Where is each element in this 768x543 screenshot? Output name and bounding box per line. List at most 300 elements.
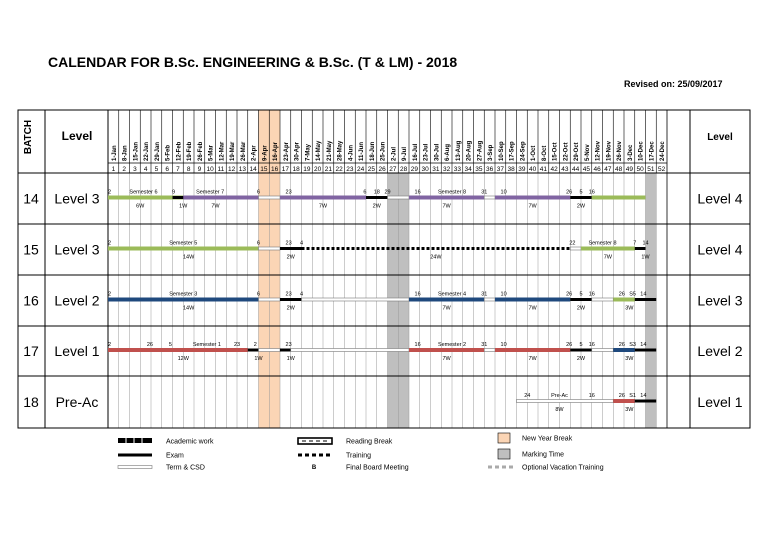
training-dash bbox=[552, 247, 555, 250]
training-dash bbox=[317, 247, 320, 250]
level-right: Level 4 bbox=[697, 190, 743, 207]
level-left: Level 3 bbox=[54, 241, 100, 258]
revised-date: Revised on: 25/09/2017 bbox=[624, 79, 723, 89]
term-bar bbox=[570, 247, 581, 250]
week-date-label: 28-May bbox=[337, 140, 344, 161]
legend-optional-dash bbox=[509, 466, 513, 469]
term-bar bbox=[291, 349, 409, 352]
week-date-label: 29-Oct bbox=[574, 142, 581, 161]
bar-label: 16 bbox=[588, 291, 595, 298]
week-date-label: 2-Apr bbox=[251, 145, 258, 161]
week-date-label: 1-Jan bbox=[111, 145, 118, 161]
bar-label: 26 bbox=[566, 342, 573, 348]
training-dash bbox=[302, 247, 305, 250]
bar-label: 29 bbox=[384, 189, 391, 196]
bar-label: 7W bbox=[442, 356, 451, 362]
exam-bar bbox=[280, 298, 302, 301]
training-dash bbox=[517, 247, 520, 250]
week-number-label: 5 bbox=[154, 166, 159, 173]
week-date-label: 20-Aug bbox=[466, 140, 473, 161]
week-date-label: 23-Jul bbox=[423, 143, 430, 161]
training-dash bbox=[412, 247, 415, 250]
legend-label: Exam bbox=[166, 452, 184, 460]
bar-label: 10 bbox=[500, 291, 507, 298]
level-header-left: Level bbox=[61, 129, 93, 143]
week-date-label: 19-Mar bbox=[230, 141, 237, 161]
bar-label: 26 bbox=[566, 189, 573, 196]
legend-label: Reading Break bbox=[346, 438, 393, 446]
week-number-label: 22 bbox=[335, 166, 343, 173]
bar-label: 2 bbox=[108, 291, 112, 298]
week-date-label: 3-Sep bbox=[488, 144, 495, 161]
exam-bar bbox=[635, 298, 657, 301]
training-dash bbox=[437, 247, 440, 250]
week-date-label: 9-Apr bbox=[262, 145, 269, 161]
exam-bar bbox=[280, 349, 291, 352]
week-date-label: 24-Dec bbox=[660, 141, 667, 161]
training-dash bbox=[417, 247, 420, 250]
week-number-label: 29 bbox=[410, 166, 418, 173]
legend-label: New Year Break bbox=[522, 435, 573, 443]
legend-optional-dash bbox=[488, 466, 492, 469]
bar-label: 6 bbox=[363, 189, 367, 196]
academic-bar bbox=[108, 298, 259, 302]
bar-label: S3 bbox=[629, 342, 636, 348]
week-number-label: 44 bbox=[572, 166, 580, 173]
exam-bar bbox=[635, 247, 646, 250]
academic-bar bbox=[108, 196, 183, 200]
week-number-label: 35 bbox=[475, 166, 483, 173]
week-date-label: 27-Aug bbox=[477, 140, 484, 161]
week-date-label: 23-Apr bbox=[283, 141, 290, 161]
training-dash bbox=[322, 247, 325, 250]
term-bar bbox=[259, 298, 281, 301]
level-left: Pre-Ac bbox=[55, 394, 99, 410]
bar-label: Semester 6 bbox=[129, 189, 158, 196]
bar-label: S1 bbox=[629, 393, 636, 399]
bar-label: 2W bbox=[372, 203, 381, 210]
training-dash bbox=[327, 247, 330, 250]
bar-label: 18 bbox=[373, 189, 380, 196]
week-date-label: 1-Oct bbox=[531, 145, 538, 161]
training-dash bbox=[457, 247, 460, 250]
week-date-label: 13-Aug bbox=[455, 140, 462, 161]
bar-label: 2 bbox=[108, 240, 112, 247]
training-dash bbox=[312, 247, 315, 250]
legend-label: Optional Vacation Training bbox=[522, 464, 604, 472]
training-dash bbox=[352, 247, 355, 250]
training-dash bbox=[402, 247, 405, 250]
bar-label: 10 bbox=[500, 189, 507, 196]
bar-label: 5 bbox=[579, 189, 583, 196]
week-number-label: 20 bbox=[314, 166, 322, 173]
week-date-label: 19-Nov bbox=[606, 140, 613, 161]
bar-label: 1W bbox=[179, 203, 188, 210]
academic-bar bbox=[495, 196, 570, 200]
week-number-label: 19 bbox=[303, 166, 311, 173]
week-date-label: 7-May bbox=[305, 143, 312, 161]
bar-label: 23 bbox=[233, 342, 241, 348]
week-number-label: 25 bbox=[367, 166, 375, 173]
exam-bar bbox=[635, 349, 657, 352]
academic-bar bbox=[613, 399, 635, 403]
week-number-label: 41 bbox=[539, 166, 547, 173]
week-number-label: 37 bbox=[496, 166, 504, 173]
week-date-label: 19-Feb bbox=[187, 141, 194, 161]
training-dash bbox=[432, 247, 435, 250]
week-date-label: 26-Feb bbox=[197, 141, 204, 161]
legend-optional-dash bbox=[495, 466, 499, 469]
week-date-label: 12-Feb bbox=[176, 141, 183, 161]
training-dash bbox=[392, 247, 395, 250]
bar-label: 16 bbox=[414, 189, 421, 196]
exam-bar bbox=[570, 349, 592, 352]
bar-label: 26 bbox=[146, 342, 153, 348]
batch-number: 17 bbox=[23, 343, 39, 359]
legend-new-year-swatch bbox=[498, 433, 510, 443]
week-number-label: 38 bbox=[507, 166, 515, 173]
level-right: Level 4 bbox=[697, 241, 743, 258]
week-number-label: 27 bbox=[389, 166, 397, 173]
legend-label: Training bbox=[346, 452, 372, 460]
bar-label: Semester 5 bbox=[169, 240, 198, 247]
bar-label: 14 bbox=[640, 291, 647, 298]
legend-marking-swatch bbox=[498, 449, 510, 459]
level-right: Level 3 bbox=[697, 292, 743, 309]
bar-label: 16 bbox=[588, 189, 595, 196]
bar-label: 26 bbox=[566, 291, 573, 298]
week-number-label: 1 bbox=[111, 166, 116, 173]
academic-bar bbox=[495, 298, 570, 302]
bar-label: 26 bbox=[618, 342, 625, 348]
week-date-label: 3-Dec bbox=[627, 144, 634, 161]
week-number-label: 34 bbox=[464, 166, 472, 173]
training-dash bbox=[562, 247, 565, 250]
week-number-label: 40 bbox=[529, 166, 537, 173]
week-number-label: 30 bbox=[421, 166, 429, 173]
week-number-label: 45 bbox=[582, 166, 590, 173]
training-dash bbox=[467, 247, 470, 250]
training-dash bbox=[542, 247, 545, 250]
academic-bar bbox=[581, 247, 635, 251]
training-dash bbox=[307, 247, 310, 250]
bar-label: 7W bbox=[528, 356, 537, 362]
training-dash bbox=[442, 247, 445, 250]
week-date-label: 22-Oct bbox=[563, 142, 570, 161]
training-dash bbox=[482, 247, 485, 250]
batch-header: BATCH bbox=[23, 119, 34, 155]
week-number-label: 50 bbox=[636, 166, 644, 173]
exam-bar bbox=[570, 298, 592, 301]
bar-label: 22 bbox=[569, 240, 576, 247]
week-number-label: 21 bbox=[324, 166, 332, 173]
training-dash bbox=[532, 247, 535, 250]
bar-label: 16 bbox=[414, 291, 421, 298]
bar-label: 2W bbox=[286, 254, 295, 261]
bar-label: 2W bbox=[576, 356, 586, 362]
week-number-label: 42 bbox=[550, 166, 558, 173]
week-number-label: 32 bbox=[443, 166, 451, 173]
week-date-label: 5-Mar bbox=[208, 144, 215, 161]
bar-label: 31 bbox=[481, 342, 488, 348]
bar-label: 5 bbox=[579, 291, 583, 298]
training-dash bbox=[557, 247, 560, 250]
week-date-label: 15-Jan bbox=[133, 141, 140, 161]
batch-number: 16 bbox=[23, 292, 39, 309]
bar-label: Semester 2 bbox=[437, 342, 467, 348]
training-dash bbox=[372, 247, 375, 250]
week-date-label: 15-Oct bbox=[552, 142, 559, 161]
exam-bar bbox=[248, 349, 259, 352]
week-date-label: 10-Dec bbox=[638, 141, 645, 161]
week-number-label: 2 bbox=[122, 166, 126, 173]
academic-bar bbox=[409, 196, 484, 200]
week-date-label: 12-Nov bbox=[595, 140, 602, 161]
term-bar bbox=[259, 247, 281, 250]
legend-label: Term & CSD bbox=[166, 464, 205, 472]
academic-bar bbox=[183, 196, 258, 200]
term-bar bbox=[484, 196, 495, 199]
bar-label: 14W bbox=[182, 305, 195, 312]
training-dash bbox=[477, 247, 480, 250]
training-dash bbox=[387, 247, 390, 250]
week-number-label: 16 bbox=[271, 166, 279, 173]
week-number-label: 49 bbox=[625, 166, 633, 173]
bar-label: 6W bbox=[136, 203, 145, 210]
level-right: Level 2 bbox=[697, 343, 743, 359]
bar-label: 7W bbox=[318, 203, 328, 210]
academic-bar bbox=[409, 348, 484, 352]
academic-bar bbox=[613, 298, 635, 302]
bar-label: 5 bbox=[168, 342, 172, 348]
training-dash bbox=[497, 247, 500, 250]
bar-label: 3W bbox=[625, 356, 634, 362]
bar-label: Semester 1 bbox=[192, 342, 221, 348]
legend-training-dash bbox=[326, 454, 330, 457]
bar-label: 23 bbox=[285, 189, 292, 196]
bar-label: 12W bbox=[177, 356, 189, 362]
bar-label: 26 bbox=[618, 291, 625, 298]
level-header-right: Level bbox=[707, 132, 733, 143]
bar-label: 2W bbox=[576, 203, 586, 210]
bar-label: Pre-Ac bbox=[551, 393, 568, 399]
week-date-label: 21-May bbox=[326, 140, 333, 161]
week-number-label: 36 bbox=[486, 166, 494, 173]
term-bar bbox=[388, 196, 410, 199]
week-number-label: 9 bbox=[197, 166, 202, 173]
week-number-label: 7 bbox=[176, 166, 180, 173]
bar-label: 3W bbox=[625, 305, 634, 312]
week-number-label: 23 bbox=[346, 166, 354, 173]
legend-label: Academic work bbox=[166, 438, 214, 446]
academic-bar bbox=[613, 348, 635, 352]
training-dash bbox=[487, 247, 490, 250]
week-number-label: 18 bbox=[292, 166, 300, 173]
level-left: Level 1 bbox=[54, 343, 100, 359]
bar-label: 31 bbox=[481, 291, 488, 298]
bar-label: 31 bbox=[481, 189, 488, 196]
week-date-label: 5-Nov bbox=[584, 144, 591, 161]
academic-bar bbox=[409, 298, 484, 302]
bar-label: 10 bbox=[500, 342, 507, 348]
academic-bar bbox=[592, 196, 646, 200]
training-dash bbox=[507, 247, 510, 250]
legend-optional-dash bbox=[502, 466, 506, 469]
week-number-label: 17 bbox=[281, 166, 289, 173]
term-bar bbox=[259, 196, 281, 199]
bar-label: 1W bbox=[641, 254, 650, 261]
bar-label: 14W bbox=[182, 254, 195, 261]
week-date-label: 24-Sep bbox=[520, 141, 527, 161]
week-date-label: 12-Mar bbox=[219, 141, 226, 161]
bar-label: 16 bbox=[414, 342, 421, 348]
bar-label: 14 bbox=[642, 240, 649, 247]
training-dash bbox=[427, 247, 430, 250]
week-date-label: 26-Mar bbox=[240, 141, 247, 161]
week-number-label: 47 bbox=[604, 166, 612, 173]
legend-training-dash bbox=[319, 454, 323, 457]
training-dash bbox=[522, 247, 525, 250]
training-dash bbox=[447, 247, 450, 250]
bar-label: Semester 8 bbox=[437, 189, 467, 196]
week-date-label: 16-Jul bbox=[412, 143, 419, 161]
week-number-label: 52 bbox=[658, 166, 666, 173]
week-date-label: 17-Sep bbox=[509, 141, 516, 161]
week-date-label: 22-Jan bbox=[144, 141, 151, 161]
week-date-label: 16-Apr bbox=[273, 141, 280, 161]
level-left: Level 3 bbox=[54, 190, 100, 207]
exam-bar bbox=[280, 247, 302, 250]
bar-label: 24W bbox=[430, 254, 442, 261]
term-bar bbox=[517, 400, 614, 403]
bar-label: 7W bbox=[442, 203, 451, 210]
training-dash bbox=[342, 247, 345, 250]
bar-label: 1W bbox=[254, 356, 263, 362]
legend-training-dash bbox=[298, 454, 302, 457]
week-date-label: 8-Jan bbox=[122, 145, 129, 161]
bar-label: 24 bbox=[524, 393, 531, 399]
week-number-label: 13 bbox=[238, 166, 246, 173]
week-date-label: 25-Jun bbox=[380, 141, 387, 161]
week-date-label: 5-Feb bbox=[165, 144, 172, 161]
training-dash bbox=[527, 247, 530, 250]
bar-label: 14 bbox=[640, 393, 647, 399]
bar-label: 16 bbox=[588, 342, 595, 348]
legend-academic-swatch bbox=[118, 438, 152, 443]
bar-label: 5 bbox=[579, 342, 583, 348]
bar-label: 2W bbox=[286, 305, 295, 312]
week-date-label: 30-Jul bbox=[434, 143, 441, 161]
bar-label: Semester 3 bbox=[169, 291, 198, 298]
training-dash bbox=[422, 247, 425, 250]
week-date-label: 4-Jun bbox=[348, 144, 355, 161]
page-title: CALENDAR FOR B.Sc. ENGINEERING & B.Sc. (T & LM) - 2018 bbox=[48, 54, 458, 70]
week-number-label: 48 bbox=[615, 166, 623, 173]
week-number-label: 39 bbox=[518, 166, 526, 173]
level-left: Level 2 bbox=[54, 292, 100, 309]
training-dash bbox=[502, 247, 505, 250]
week-number-label: 51 bbox=[647, 166, 655, 173]
week-number-label: 31 bbox=[432, 166, 440, 173]
training-dash bbox=[367, 247, 370, 250]
week-number-label: 14 bbox=[249, 166, 257, 173]
bar-label: Semester 4 bbox=[437, 291, 467, 298]
exam-bar bbox=[635, 400, 657, 403]
bar-label: 23 bbox=[285, 342, 292, 348]
bar-label: 16 bbox=[588, 393, 595, 399]
training-dash bbox=[452, 247, 455, 250]
week-date-label: 8-Oct bbox=[541, 145, 548, 161]
legend-training-dash bbox=[312, 454, 316, 457]
week-date-label: 11-Jun bbox=[359, 141, 366, 161]
week-number-label: 11 bbox=[217, 166, 225, 173]
bar-label: 7W bbox=[528, 203, 537, 210]
exam-bar bbox=[366, 196, 388, 199]
training-dash bbox=[347, 247, 350, 250]
legend-training-dash bbox=[305, 454, 309, 457]
term-bar bbox=[592, 298, 614, 301]
bar-label: 6 bbox=[256, 240, 261, 247]
batch-number: 18 bbox=[23, 394, 39, 410]
bar-label: 4 bbox=[299, 291, 304, 298]
bar-label: 6 bbox=[256, 189, 261, 196]
academic-bar bbox=[108, 348, 248, 352]
term-bar bbox=[592, 349, 614, 352]
week-date-label: 30-Apr bbox=[294, 141, 301, 161]
training-dash bbox=[397, 247, 400, 250]
bar-label: 2 bbox=[108, 189, 112, 196]
bar-label: 7W bbox=[442, 305, 451, 312]
bar-label: Semester 8 bbox=[588, 240, 617, 247]
academic-bar bbox=[280, 196, 366, 200]
bar-label: 7W bbox=[528, 305, 537, 312]
bar-label: 2W bbox=[576, 305, 586, 312]
week-number-label: 3 bbox=[133, 166, 137, 173]
training-dash bbox=[382, 247, 385, 250]
bar-label: 26 bbox=[618, 393, 625, 399]
week-date-label: 29-Jan bbox=[154, 141, 161, 161]
term-bar bbox=[484, 349, 495, 352]
week-number-label: 43 bbox=[561, 166, 569, 173]
bar-label: 7W bbox=[211, 203, 220, 210]
training-dash bbox=[337, 247, 340, 250]
week-date-label: 10-Sep bbox=[498, 141, 505, 161]
bar-label: 6 bbox=[256, 291, 261, 298]
week-number-label: 4 bbox=[143, 166, 148, 173]
week-number-label: 24 bbox=[357, 166, 365, 173]
week-date-label: 6-Aug bbox=[445, 144, 452, 161]
bar-label: 14 bbox=[640, 342, 647, 348]
bar-label: 23 bbox=[285, 240, 292, 247]
bar-label: 4 bbox=[299, 240, 304, 247]
training-dash bbox=[472, 247, 475, 250]
batch-number: 14 bbox=[23, 190, 39, 207]
training-dash bbox=[332, 247, 335, 250]
training-dash bbox=[407, 247, 410, 250]
legend-exam-swatch bbox=[118, 454, 152, 457]
bar-label: 3W bbox=[625, 407, 634, 413]
academic-bar bbox=[495, 348, 570, 352]
batch-number: 15 bbox=[23, 241, 39, 258]
term-bar bbox=[302, 298, 410, 301]
bar-label: 8W bbox=[555, 407, 564, 413]
week-number-label: 10 bbox=[206, 166, 214, 173]
week-date-label: 9-Jul bbox=[402, 146, 409, 161]
bar-label: Semester 7 bbox=[196, 189, 225, 196]
week-number-label: 46 bbox=[593, 166, 601, 173]
bar-label: 2 bbox=[253, 342, 257, 348]
training-dash bbox=[512, 247, 515, 250]
